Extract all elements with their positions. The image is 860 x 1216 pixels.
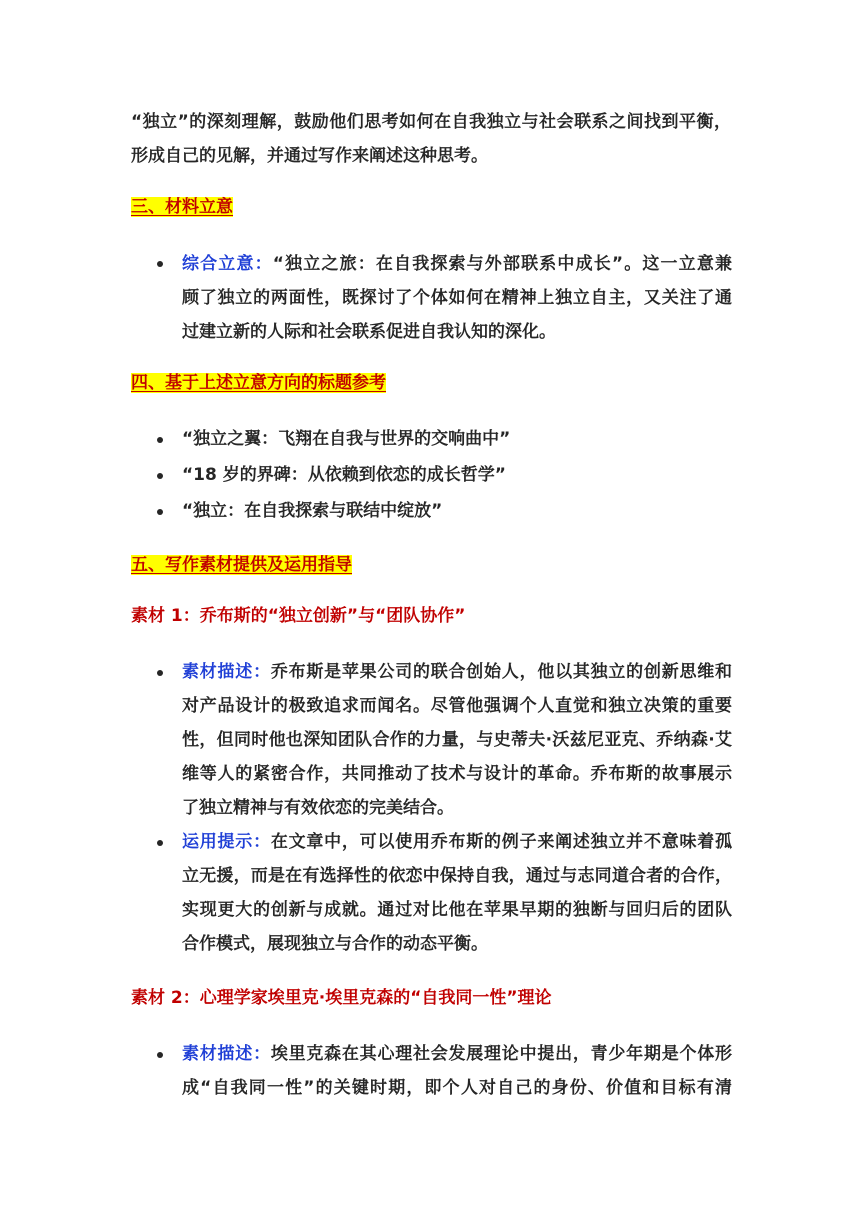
material-1-desc-label: 素材描述： [182, 662, 271, 682]
bullet-dot [157, 473, 163, 479]
material-2-desc-line-1 [182, 1043, 732, 1065]
section-3-heading-text: 三、材料立意 [131, 197, 233, 217]
material-1-desc-text: 乔布斯是苹果公司的联合创始人，他以其独立的创新思维和 [270, 662, 733, 682]
material-1-use-line-2: 立无援，而是在有选择性的依恋中保持自我，通过与志同道合者的合作， [182, 866, 732, 886]
bullet-dot [157, 509, 163, 515]
material-1-use-line-1 [182, 831, 732, 853]
material-2-desc-line-2: 成“自我同一性”的关键时期，即个人对自己的身份、价值和目标有清 [182, 1078, 732, 1098]
intro-line-2: 形成自己的见解，并通过写作来阐述这种思考。 [131, 146, 488, 166]
bullet-dot [157, 670, 163, 676]
comprehensive-theme-text: “独立之旅：在自我探索与外部联系中成长”。这一立意兼 [272, 254, 732, 274]
title-suggestion-2: “18 岁的界碑：从依赖到依恋的成长哲学” [182, 465, 506, 485]
section-4-heading [131, 372, 386, 394]
comprehensive-theme-label: 综合立意： [182, 254, 273, 274]
section-5-heading [131, 554, 352, 576]
section-3-item-line-2: 顾了独立的两面性，既探讨了个体如何在精神上独立自主，又关注了通 [182, 288, 732, 308]
title-suggestion-3: “独立：在自我探索与联结中绽放” [182, 501, 443, 521]
material-1-use-line-4: 合作模式，展现独立与合作的动态平衡。 [182, 934, 488, 954]
intro-line-1: “独立”的深刻理解，鼓励他们思考如何在自我独立与社会联系之间找到平衡， [131, 112, 731, 132]
material-1-use-line-3: 实现更大的创新与成就。通过对比他在苹果早期的独断与回归后的团队 [182, 900, 732, 920]
section-3-item-line-3: 过建立新的人际和社会联系促进自我认知的深化。 [182, 322, 556, 342]
material-1-desc-line-2: 对产品设计的极致追求而闻名。尽管他强调个人直觉和独立决策的重要 [182, 696, 732, 716]
bullet-dot [157, 840, 163, 846]
section-3-item-line-1 [182, 253, 732, 275]
material-1-use-text: 在文章中，可以使用乔布斯的例子来阐述独立并不意味着孤 [270, 832, 733, 852]
bullet-dot [157, 261, 163, 267]
title-suggestion-1: “独立之翼：飞翔在自我与世界的交响曲中” [182, 429, 511, 449]
material-1-desc-line-1 [182, 661, 732, 683]
material-1-desc-line-4: 维等人的紧密合作，共同推动了技术与设计的革命。乔布斯的故事展示 [182, 764, 732, 784]
bullet-dot [157, 437, 163, 443]
material-2-desc-text: 埃里克森在其心理社会发展理论中提出，青少年期是个体形 [270, 1044, 733, 1064]
material-1-desc-line-3: 性，但同时他也深知团队合作的力量，与史蒂夫·沃兹尼亚克、乔纳森·艾 [182, 730, 732, 750]
material-1-desc-line-5: 了独立精神与有效依恋的完美结合。 [182, 798, 454, 818]
material-2-title: 素材 2：心理学家埃里克·埃里克森的“自我同一性”理论 [131, 988, 552, 1008]
section-4-heading-text: 四、基于上述立意方向的标题参考 [131, 373, 386, 393]
bullet-dot [157, 1052, 163, 1058]
material-1-title: 素材 1：乔布斯的“独立创新”与“团队协作” [131, 606, 466, 626]
section-3-heading [131, 196, 233, 218]
material-2-desc-label: 素材描述： [182, 1044, 271, 1064]
material-1-use-label: 运用提示： [182, 832, 271, 852]
section-5-heading-text: 五、写作素材提供及运用指导 [131, 555, 352, 575]
